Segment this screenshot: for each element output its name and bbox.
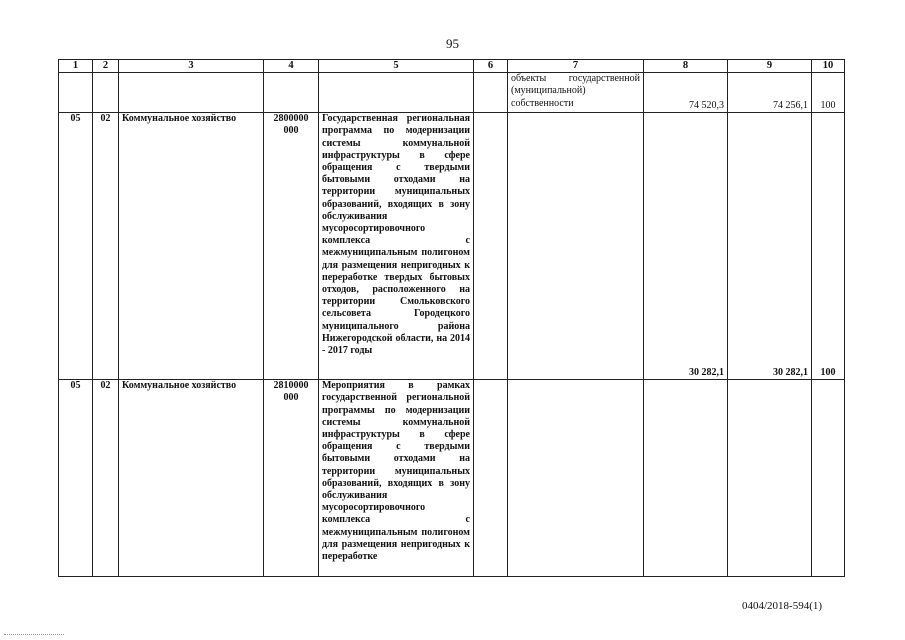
header-col-1: 1 (59, 60, 93, 73)
cell-target-code: 2800000 000 (264, 113, 319, 380)
cell-target-code: 2810000 000 (264, 380, 319, 577)
cell-empty (812, 380, 845, 577)
header-col-3: 3 (119, 60, 264, 73)
cell-empty (728, 380, 812, 577)
header-col-10: 10 (812, 60, 845, 73)
cell-amount-plan: 74 520,3 (644, 73, 728, 113)
cell-empty (508, 113, 644, 380)
cell-empty (474, 380, 508, 577)
cell-subsection-code: 02 (93, 113, 119, 380)
header-col-2: 2 (93, 60, 119, 73)
table-header-row (59, 60, 845, 73)
cell-program-name: Мероприятия в рамках государственной региональной программы по модернизации системы коммунальной инфраструктуры в сфере обращения с твердыми бытовыми отходами на территории муниципальных образований, входящих в зону обслуживания мусоросортировочного комплекса с межмуниципальным полигоном для размещения непригодных к переработке (319, 380, 474, 577)
cell-empty (474, 73, 508, 113)
cell-empty (644, 380, 728, 577)
header-col-4: 4 (264, 60, 319, 73)
cell-percent: 100 (812, 113, 845, 380)
cell-subsection-code: 02 (93, 380, 119, 577)
cell-empty (119, 73, 264, 113)
cell-section-code: 05 (59, 380, 93, 577)
budget-table (58, 59, 845, 577)
cell-empty (508, 380, 644, 577)
table-row (59, 380, 845, 577)
document-code: 0404/2018-594(1) (742, 600, 823, 612)
table-row (59, 113, 845, 380)
cell-percent: 100 (812, 73, 845, 113)
cell-section-code: 05 (59, 113, 93, 380)
cell-empty (59, 73, 93, 113)
header-col-7: 7 (508, 60, 644, 73)
header-col-8: 8 (644, 60, 728, 73)
table-row (59, 73, 845, 113)
cell-section-name: Коммунальное хозяйство (119, 113, 264, 380)
header-col-5: 5 (319, 60, 474, 73)
cell-empty (474, 113, 508, 380)
cell-empty (264, 73, 319, 113)
cell-object-type: объекты государственной (муниципальной) собственности (508, 73, 644, 113)
cell-amount-actual: 74 256,1 (728, 73, 812, 113)
cell-empty (93, 73, 119, 113)
cell-program-name: Государственная региональная программа по модернизации системы коммунальной инфраструктуры в сфере обращения с твердыми бытовыми отходами на территории муниципальных образований, входящих в зону обслуживания мусоросортировочного комплекса с межмуниципальным полигоном для размещения непригодных к переработке твердых бытовых отходов, расположенного на территории Смольковского сельсовета Городецкого муниципального района Нижегородской области, на 2014 - 2017 годы (319, 113, 474, 380)
header-col-9: 9 (728, 60, 812, 73)
header-col-6: 6 (474, 60, 508, 73)
page-number: 95 (446, 36, 459, 51)
cell-empty (319, 73, 474, 113)
scan-artifact (4, 634, 64, 637)
cell-amount-actual: 30 282,1 (728, 113, 812, 380)
cell-amount-plan: 30 282,1 (644, 113, 728, 380)
cell-section-name: Коммунальное хозяйство (119, 380, 264, 577)
